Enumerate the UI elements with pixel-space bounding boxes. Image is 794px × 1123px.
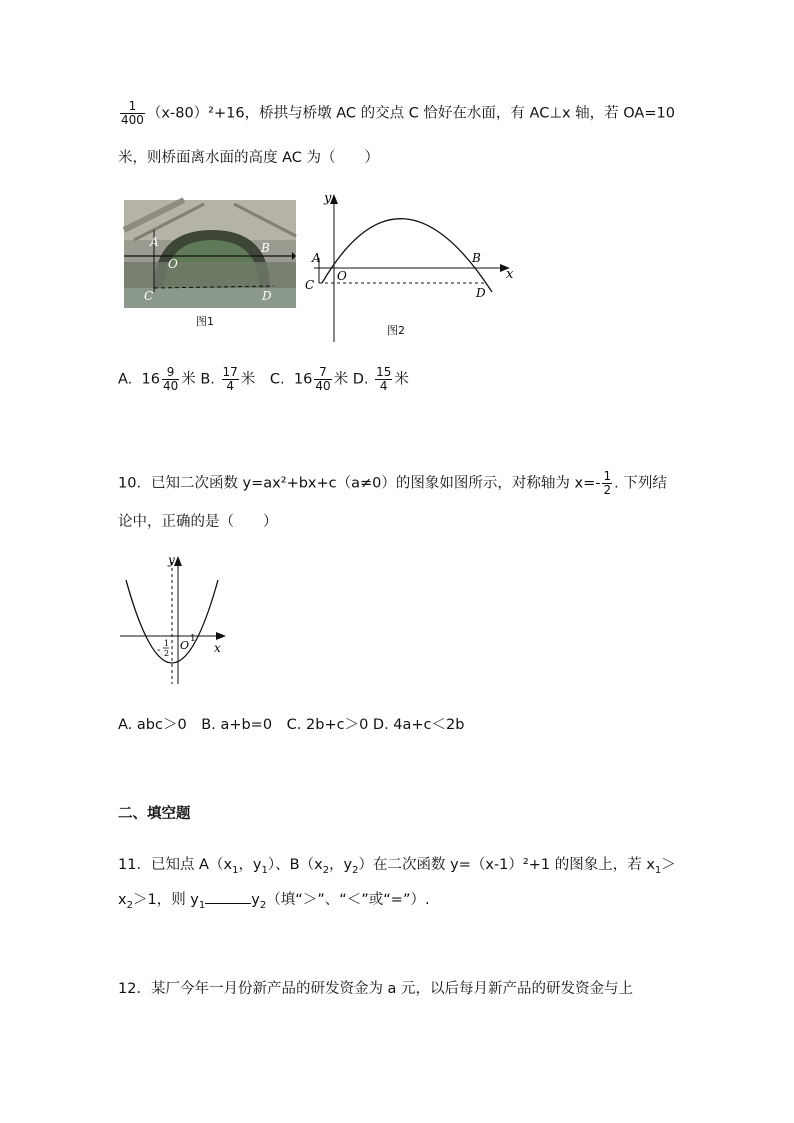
q11-answer-blank[interactable] [205, 891, 251, 904]
q12-line1: 12．某厂今年一月份新产品的研发资金为 a 元，以后每月新产品的研发资金与上 [118, 981, 634, 997]
fig2-label-c: C [305, 278, 315, 292]
q10-graph [112, 550, 232, 690]
photo-label-a: A [150, 235, 159, 249]
fig2-label-a: A [312, 251, 321, 265]
q9-line1 [118, 100, 675, 127]
q10-options [118, 713, 464, 734]
q9-option-a: A. 16 $\frac{9}{40}$ 米 [118, 365, 196, 393]
section-heading: 二、填空题 [118, 806, 191, 822]
q10-label-x: x [214, 641, 221, 655]
q11-line1: 11．已知点 $A(x_1$，$y_1$）、$B(x_2$，$y_2$）在二次函数 y=（x-1）²+1 的图象上，若 $x_1>$ [118, 857, 676, 876]
q9-expression: （x-80）²+16，桥拱与桥墩 AC 的交点 C 恰好在水面，有 AC⊥x 轴，若 OA=10 [146, 105, 675, 122]
q10-option-a: A. abc＞0 [118, 717, 187, 733]
q9-option-d: D. $\frac{15}{4}$ 米 [352, 365, 409, 393]
q9-option-b: B. $\frac{17}{4}$ 米 [200, 365, 256, 393]
q9-line2: 米，则桥面离水面的高度 AC 为（ ） [118, 150, 380, 166]
q10-option-c: C. 2b+c＞0 [286, 717, 369, 733]
q10-label-half-num: 1 [164, 639, 170, 648]
fig2-label-d: D [476, 286, 486, 300]
photo-label-o: O [168, 257, 178, 271]
q10-label-o: O [180, 639, 190, 652]
bridge-photo-labels [124, 200, 304, 310]
q10-line2: 论中，正确的是（ ） [118, 514, 278, 530]
q10-label-neg: - [157, 645, 161, 656]
q10-axis-fraction: $\frac{1}{2}$ [603, 469, 612, 497]
q10-label-one: 1 [190, 634, 196, 644]
fig2-label-x: x [506, 267, 514, 282]
fig2-parabola [322, 219, 492, 292]
figure2-diagram [300, 188, 514, 348]
q9-fraction: $\frac{1}{400}$ [121, 99, 144, 127]
q9-options [118, 366, 409, 393]
q11-line2: $x_2>1$，则 $y_1$ $y_2$（填“＞”、“＜”或“=”）. [118, 892, 430, 911]
q10-label-half-den: 2 [164, 649, 170, 658]
figure1-caption: 图1 [196, 315, 214, 328]
q10-option-b: B. a+b=0 [201, 717, 273, 733]
photo-label-c: C [144, 289, 154, 303]
q10-option-d: D. 4a+c＜2b [372, 717, 465, 733]
q10-label-y: y [168, 553, 175, 567]
fig2-label-y: y [324, 191, 332, 206]
photo-label-b: B [261, 241, 270, 255]
q10-line1: 10．已知二次函数 y=ax²+bx+c（a≠0）的图象如图所示，对称轴为 x=- $\frac{1}{2}$ . 下列结 [118, 469, 667, 497]
q9-option-c: C. 16 $\frac{7}{40}$ 米 [269, 365, 349, 393]
photo-label-d: D [262, 289, 272, 303]
fig2-label-o: O [337, 269, 347, 283]
figure2-caption: 图2 [387, 324, 405, 337]
fig2-label-b: B [472, 251, 481, 265]
